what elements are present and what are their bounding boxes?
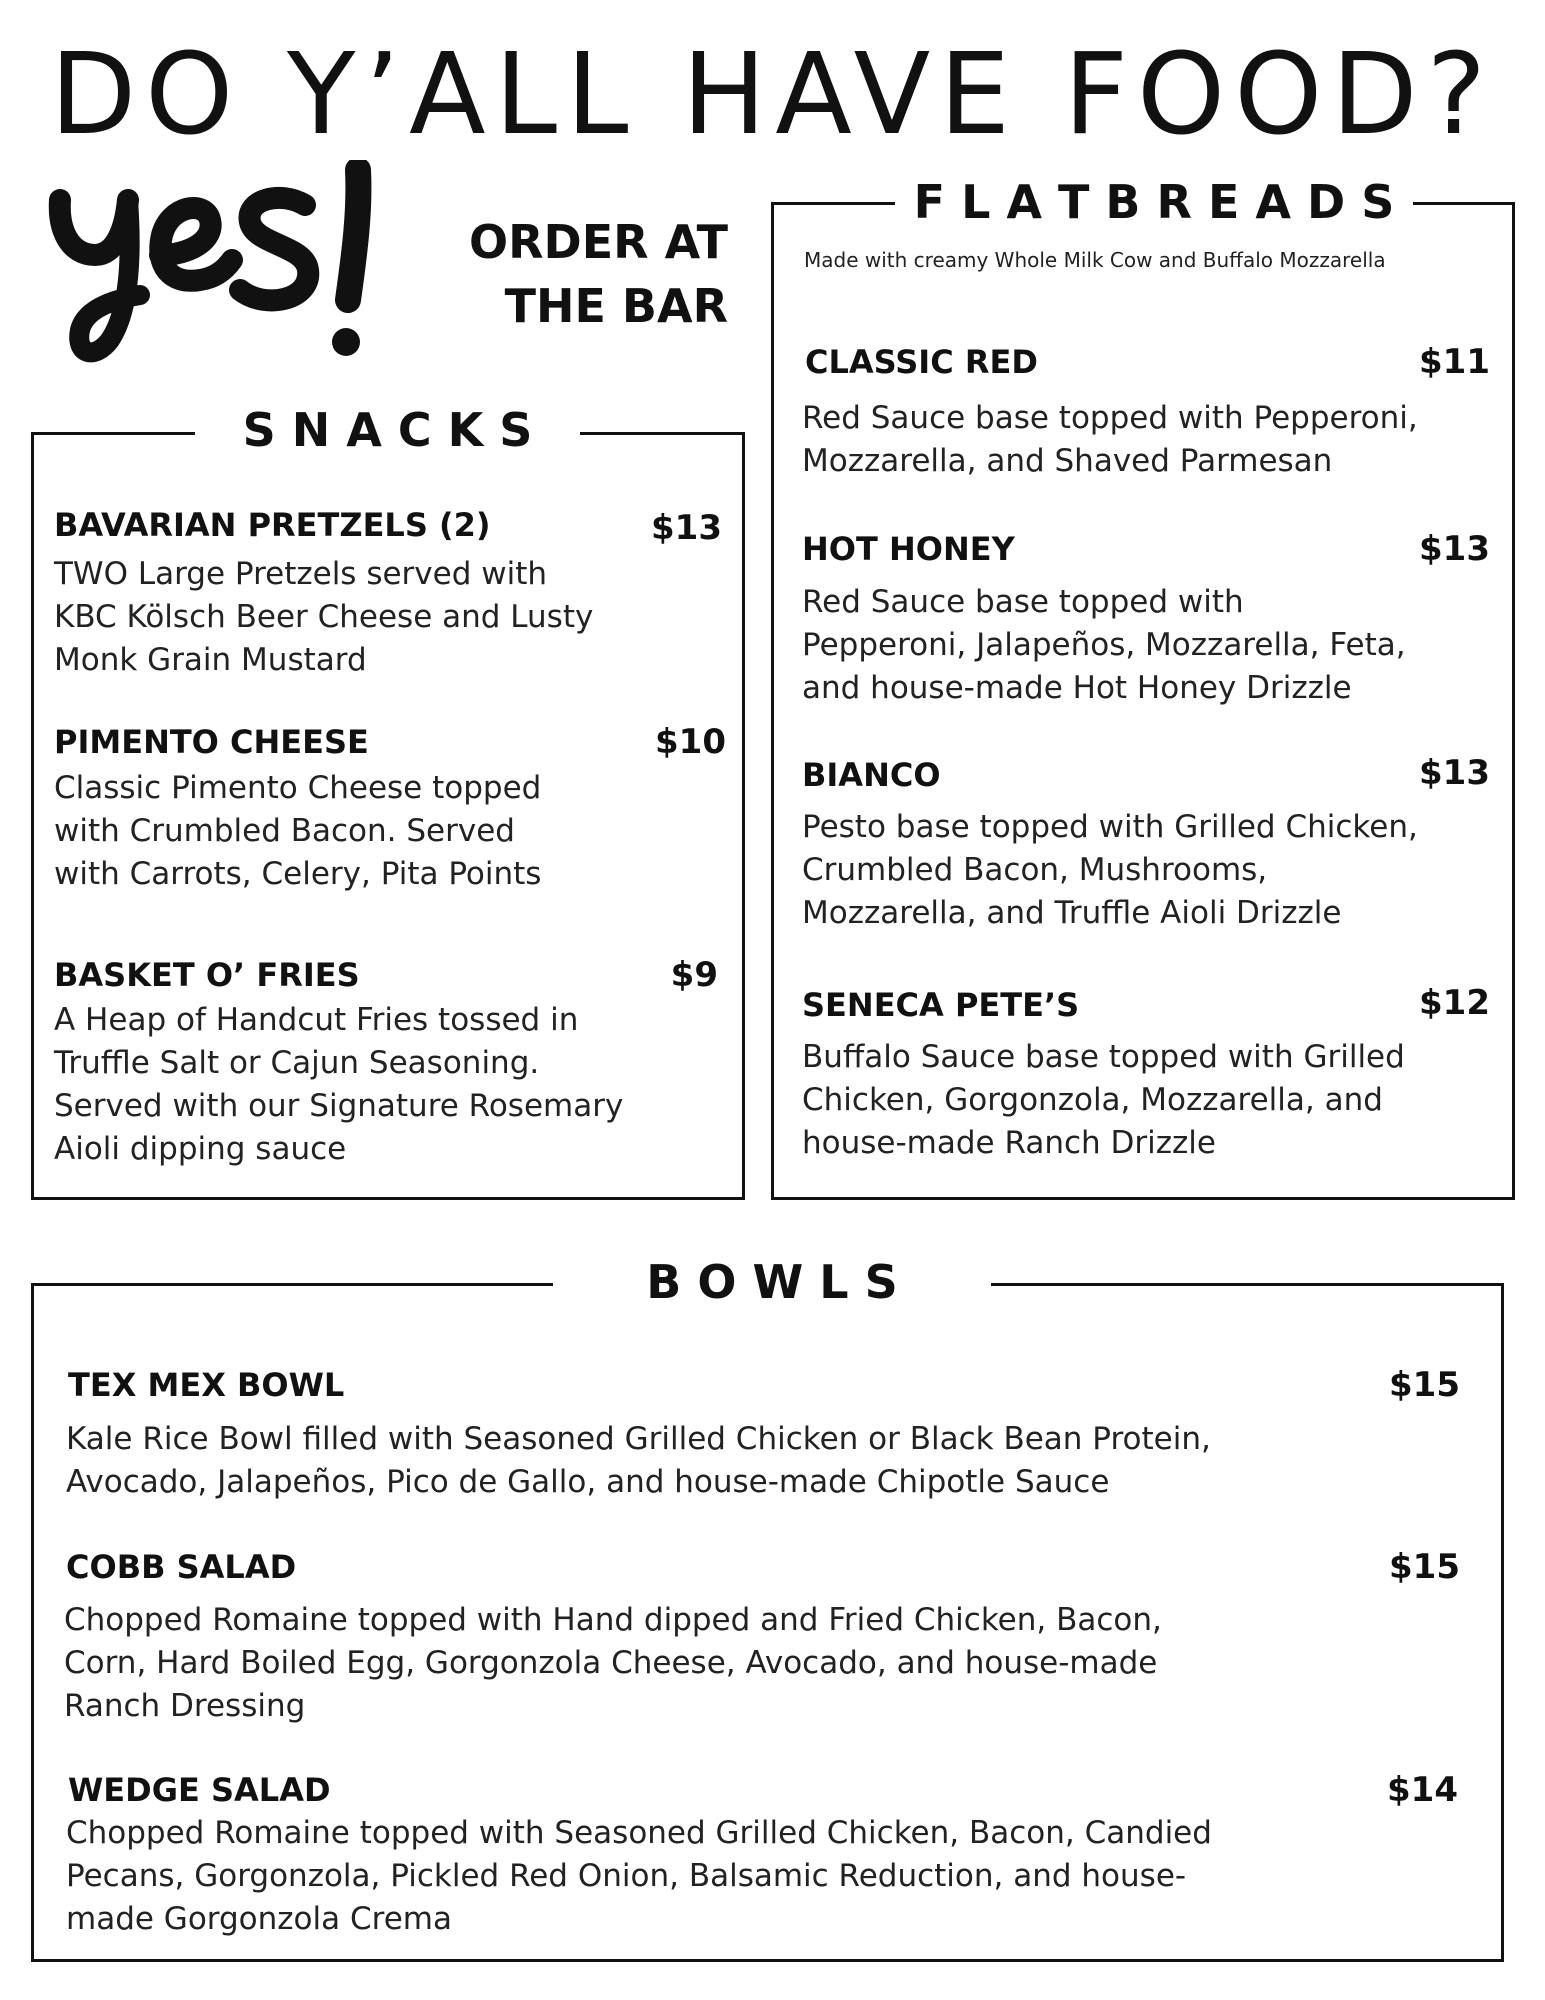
snack-price-pretzels: $13 (651, 508, 722, 548)
snack-name-pretzels: BAVARIAN PRETZELS (2) (54, 506, 491, 544)
bowl-price-cobb: $15 (1389, 1547, 1460, 1587)
flatbread-name-bianco: BIANCO (802, 756, 941, 794)
snack-name-pimento: PIMENTO CHEESE (54, 723, 369, 761)
snack-desc-pimento: Classic Pimento Cheese topped with Crumbled Bacon. Served with Carrots, Celery, Pita Points (54, 770, 542, 892)
snack-price-fries: $9 (670, 955, 718, 995)
bowl-name-cobb: COBB SALAD (66, 1548, 297, 1586)
snacks-title: S N A C K S (195, 402, 580, 458)
flatbread-name-classic-red: CLASSIC RED (805, 343, 1038, 381)
bowl-name-wedge: WEDGE SALAD (68, 1771, 331, 1809)
flatbread-price-seneca-petes: $12 (1419, 983, 1490, 1023)
bowl-desc-cobb: Chopped Romaine topped with Hand dipped and Fried Chicken, Bacon, Corn, Hard Boiled Egg, Gorgonzola Cheese, Avocado, and house-made Ranch Dressing (64, 1602, 1162, 1724)
order-at-bar-note (460, 210, 728, 338)
bowl-desc-wedge: Chopped Romaine topped with Seasoned Grilled Chicken, Bacon, Candied Pecans, Gorgonzola, Pickled Red Onion, Balsamic Reduction, and house- made Gorgonzola Crema (66, 1815, 1212, 1937)
flatbread-price-hot-honey: $13 (1419, 529, 1490, 569)
bowl-name-tex-mex: TEX MEX BOWL (68, 1366, 345, 1404)
yes-lettering (40, 160, 440, 375)
order-line-1: ORDER AT (469, 215, 728, 269)
flatbread-desc-bianco: Pesto base topped with Grilled Chicken, Crumbled Bacon, Mushrooms, Mozzarella, and Truffle Aioli Drizzle (802, 809, 1418, 931)
flatbread-name-seneca-petes: SENECA PETE’S (802, 986, 1080, 1024)
order-line-2: THE BAR (504, 279, 728, 333)
flatbread-price-classic-red: $11 (1419, 342, 1490, 382)
flatbread-desc-seneca-petes: Buffalo Sauce base topped with Grilled Chicken, Gorgonzola, Mozzarella, and house-made Ranch Drizzle (802, 1039, 1405, 1161)
flatbreads-subtitle: Made with creamy Whole Milk Cow and Buffalo Mozzarella (804, 248, 1386, 272)
flatbreads-title: F L A T B R E A D S (895, 174, 1413, 230)
flatbread-desc-classic-red: Red Sauce base topped with Pepperoni, Mozzarella, and Shaved Parmesan (802, 400, 1418, 479)
bowls-title: B O W L S (553, 1254, 991, 1310)
bowl-price-wedge: $14 (1387, 1770, 1458, 1810)
snack-name-fries: BASKET O’ FRIES (54, 956, 360, 994)
flatbread-desc-hot-honey: Red Sauce base topped with Pepperoni, Jalapeños, Mozzarella, Feta, and house-made Hot Honey Drizzle (802, 584, 1406, 706)
menu-headline: DO Y’ALL HAVE FOOD? (49, 30, 1496, 160)
snack-price-pimento: $10 (655, 722, 726, 762)
snack-desc-pretzels: TWO Large Pretzels served with KBC Kölsch Beer Cheese and Lusty Monk Grain Mustard (54, 556, 594, 678)
bowl-price-tex-mex: $15 (1389, 1365, 1460, 1405)
flatbread-price-bianco: $13 (1419, 753, 1490, 793)
snack-desc-fries: A Heap of Handcut Fries tossed in Truffle Salt or Cajun Seasoning. Served with our Signature Rosemary Aioli dipping sauce (54, 1002, 624, 1167)
flatbread-name-hot-honey: HOT HONEY (802, 530, 1015, 568)
bowl-desc-tex-mex: Kale Rice Bowl filled with Seasoned Grilled Chicken or Black Bean Protein, Avocado, Jalapeños, Pico de Gallo, and house-made Chipotle Sauce (66, 1421, 1211, 1500)
